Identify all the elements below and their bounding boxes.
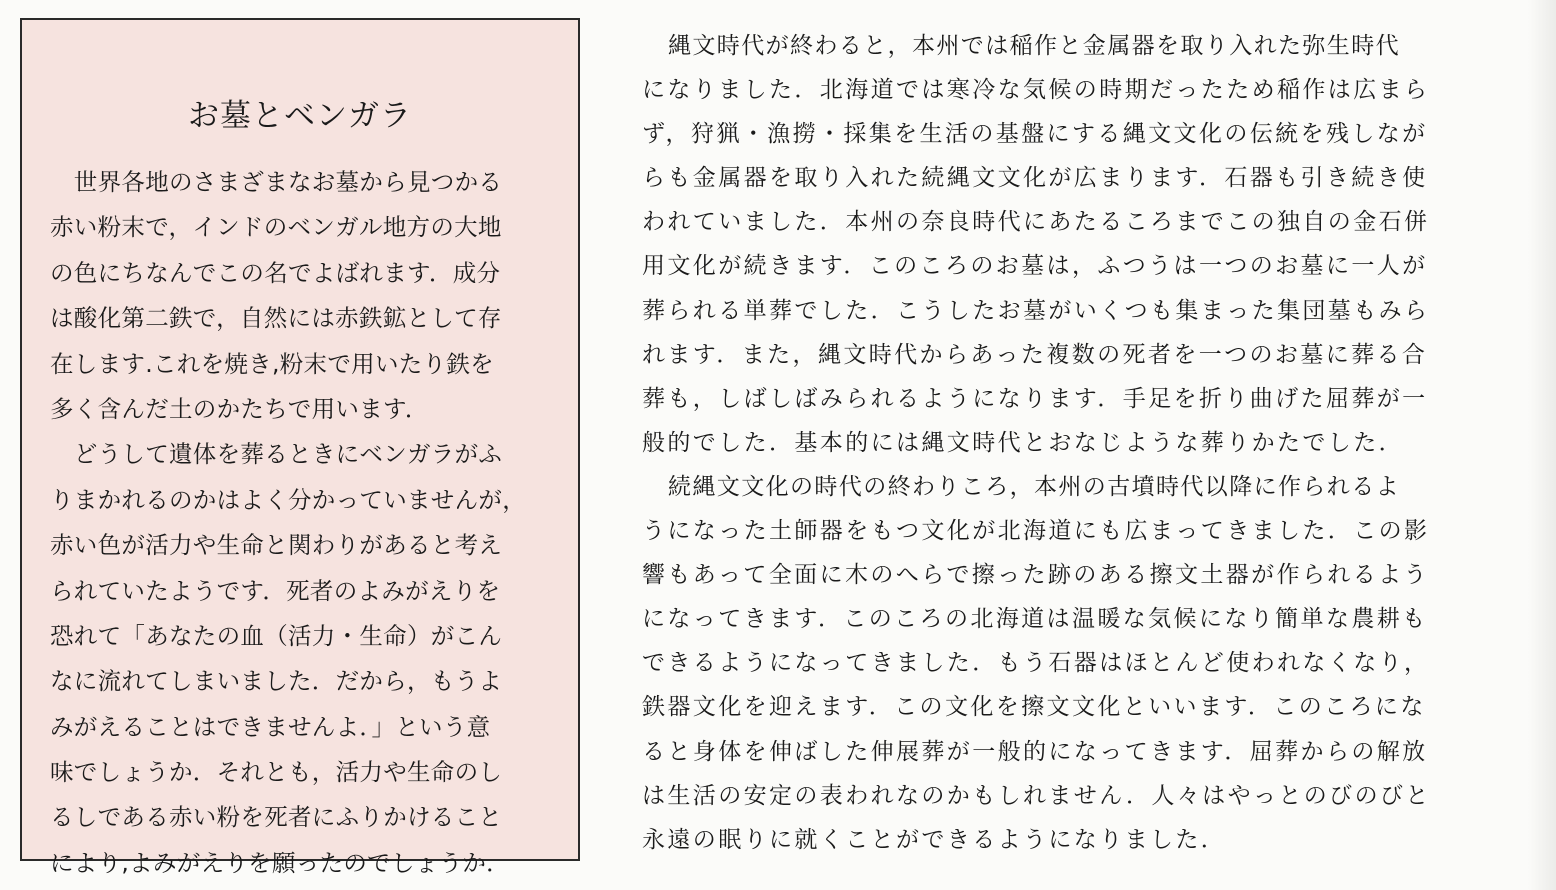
body-line: らも金属器を取り入れた続縄文文化が広まります．石器も引き続き使 bbox=[642, 165, 1428, 192]
sidebar-line: るしである赤い粉を死者にふりかけること bbox=[50, 803, 503, 832]
sidebar-line: により,よみがえりを願ったのでしょうか． bbox=[50, 848, 510, 877]
body-line: 続縄文文化の時代の終わりころ，本州の古墳時代以降に作られるよ bbox=[668, 473, 1400, 500]
sidebar-line: みがえることはできませんよ．」という意 bbox=[50, 712, 491, 741]
body-line: 葬られる単葬でした．こうしたお墓がいくつも集まった集団墓もみら bbox=[642, 297, 1430, 324]
sidebar-line: 赤い色が活力や生命と関わりがあると考え bbox=[50, 531, 503, 560]
sidebar-line: は酸化第二鉄で，自然には赤鉄鉱として存 bbox=[50, 304, 502, 333]
body-line: 鉄器文化を迎えます．この文化を擦文文化といいます．このころにな bbox=[642, 694, 1426, 721]
body-line: 葬も，しばしばみられるようになります．手足を折り曲げた屈葬が一 bbox=[642, 385, 1428, 412]
body-line: ず，狩猟・漁撈・採集を生活の基盤にする縄文文化の伝統を残しなが bbox=[642, 121, 1428, 148]
body-line: ると身体を伸ばした伸展葬が一般的になってきます．屈葬からの解放 bbox=[642, 738, 1428, 765]
sidebar-line: 赤い粉末で，インドのベンガル地方の大地 bbox=[50, 213, 502, 242]
body-line: できるようになってきました．もう石器はほとんど使われなくなり， bbox=[642, 650, 1430, 677]
sidebar-line: られていたようです．死者のよみがえりを bbox=[50, 576, 501, 605]
sidebar-title: お墓とベンガラ bbox=[188, 98, 412, 134]
sidebar-box bbox=[20, 18, 580, 877]
body-line: は生活の安定の表われなのかもしれません．人々はやっとのびのびと bbox=[642, 782, 1431, 809]
sidebar-line: 味でしょうか．それとも，活力や生命のし bbox=[50, 758, 503, 787]
sidebar-line: 恐れて「あなたの血（活力・生命）がこん bbox=[50, 621, 503, 650]
sidebar-line: の色にちなんでこの名でよばれます．成分 bbox=[50, 258, 501, 287]
body-line: われていました．本州の奈良時代にあたるころまでこの独自の金石併 bbox=[642, 209, 1430, 236]
sidebar-line: どうして遺体を葬るときにベンガラがふ bbox=[50, 440, 503, 469]
sidebar-line: りまかれるのかはよく分かっていませんが， bbox=[50, 485, 526, 514]
body-line: 般的でした．基本的には縄文時代とおなじような葬りかたでした． bbox=[642, 429, 1404, 456]
body-line: 響もあって全面に木のへらで擦った跡のある擦文土器が作られるよう bbox=[642, 562, 1429, 589]
body-line: れます．また，縄文時代からあった複数の死者を一つのお墓に葬る合 bbox=[642, 341, 1428, 368]
sidebar-line: 在します.これを焼き,粉末で用いたり鉄を bbox=[50, 349, 494, 378]
body-line: になってきます．このころの北海道は温暖な気候になり簡単な農耕も bbox=[642, 606, 1428, 633]
body-line: になりました．北海道では寒冷な気候の時期だったため稲作は広まら bbox=[642, 77, 1430, 104]
sidebar-line: なに流れてしまいました．だから，もうよ bbox=[50, 667, 503, 696]
body-line: うになった土師器をもつ文化が北海道にも広まってきました．この影 bbox=[642, 518, 1430, 545]
main-body-text bbox=[642, 24, 1527, 862]
body-line: 用文化が続きます．このころのお墓は，ふつうは一つのお墓に一人が bbox=[642, 253, 1428, 280]
page-edge-shadow bbox=[1528, 0, 1556, 890]
sidebar-line: 世界各地のさまざまなお墓から見つかる bbox=[50, 168, 503, 196]
body-line: 縄文時代が終わると，本州では稲作と金属器を取り入れた弥生時代 bbox=[668, 33, 1400, 59]
sidebar-line: 多く含んだ土のかたちで用います． bbox=[50, 394, 429, 423]
sidebar-body bbox=[50, 160, 550, 886]
body-line: 永遠の眠りに就くことができるようになりました． bbox=[642, 826, 1227, 853]
